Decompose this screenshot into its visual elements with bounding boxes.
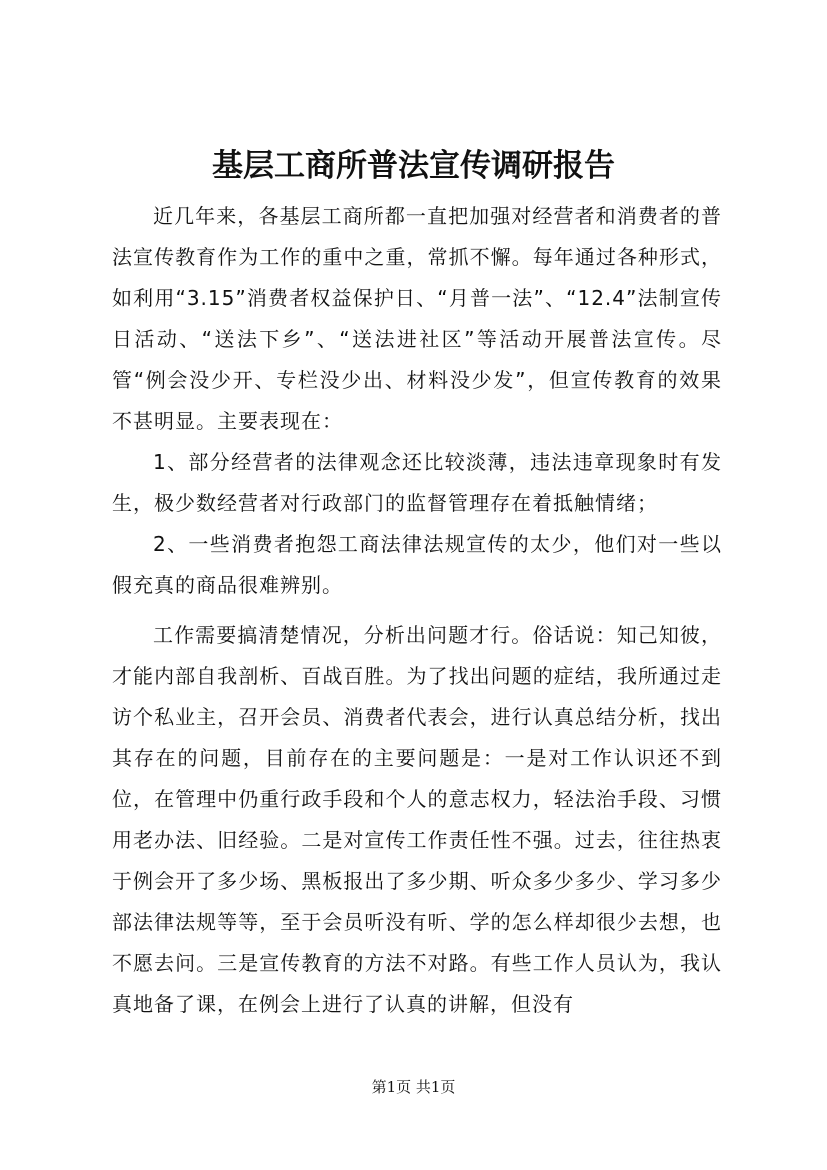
document-body <box>112 196 722 1025</box>
page-footer: 第1页 共1页 <box>371 1078 456 1096</box>
paragraph-analysis: 工作需要搞清楚情况，分析出问题才行。俗话说：知己知彼，才能内部自我剖析、百战百胜。为了找出问题的症结，我所通过走访个私业主，召开会员、消费者代表会，进行认真总结分析，找出其存在的问题，目前存在的主要问题是：一是对工作认识还不到位，在管理中仍重行政手段和个人的意志权力，轻法治手段、习惯用老办法、旧经验。二是对宣传工作责任性不强。过去，往往热衷于例会开了多少场、黑板报出了多少期、听众多少多少、学习多少部法律法规等等，至于会员听没有听、学的怎么样却很少去想，也不愿去问。三是宣传教育的方法不对路。有些工作人员认为，我认真地备了课，在例会上进行了认真的讲解，但没有 <box>112 623 722 1016</box>
paragraph-point-1: 1、部分经营者的法律观念还比较淡薄，违法违章现象时有发生，极少数经营者对行政部门的监督管理存在着抵触情绪； <box>112 450 722 515</box>
paragraph-intro: 近几年来，各基层工商所都一直把加强对经营者和消费者的普法宣传教育作为工作的重中之重，常抓不懈。每年通过各种形式，如利用“3.15”消费者权益保护日、“月普一法”、“12.4”法制宣传日活动、“送法下乡”、“送法进社区”等活动开展普法宣传。尽管“例会没少开、专栏没少出、材料没少发”，但宣传教育的效果不甚明显。主要表现在： <box>112 204 722 433</box>
paragraph-point-2: 2、一些消费者抱怨工商法律法规宣传的太少，他们对一些以假充真的商品很难辨别。 <box>112 532 722 597</box>
document-title: 基层工商所普法宣传调研报告 <box>212 148 615 184</box>
